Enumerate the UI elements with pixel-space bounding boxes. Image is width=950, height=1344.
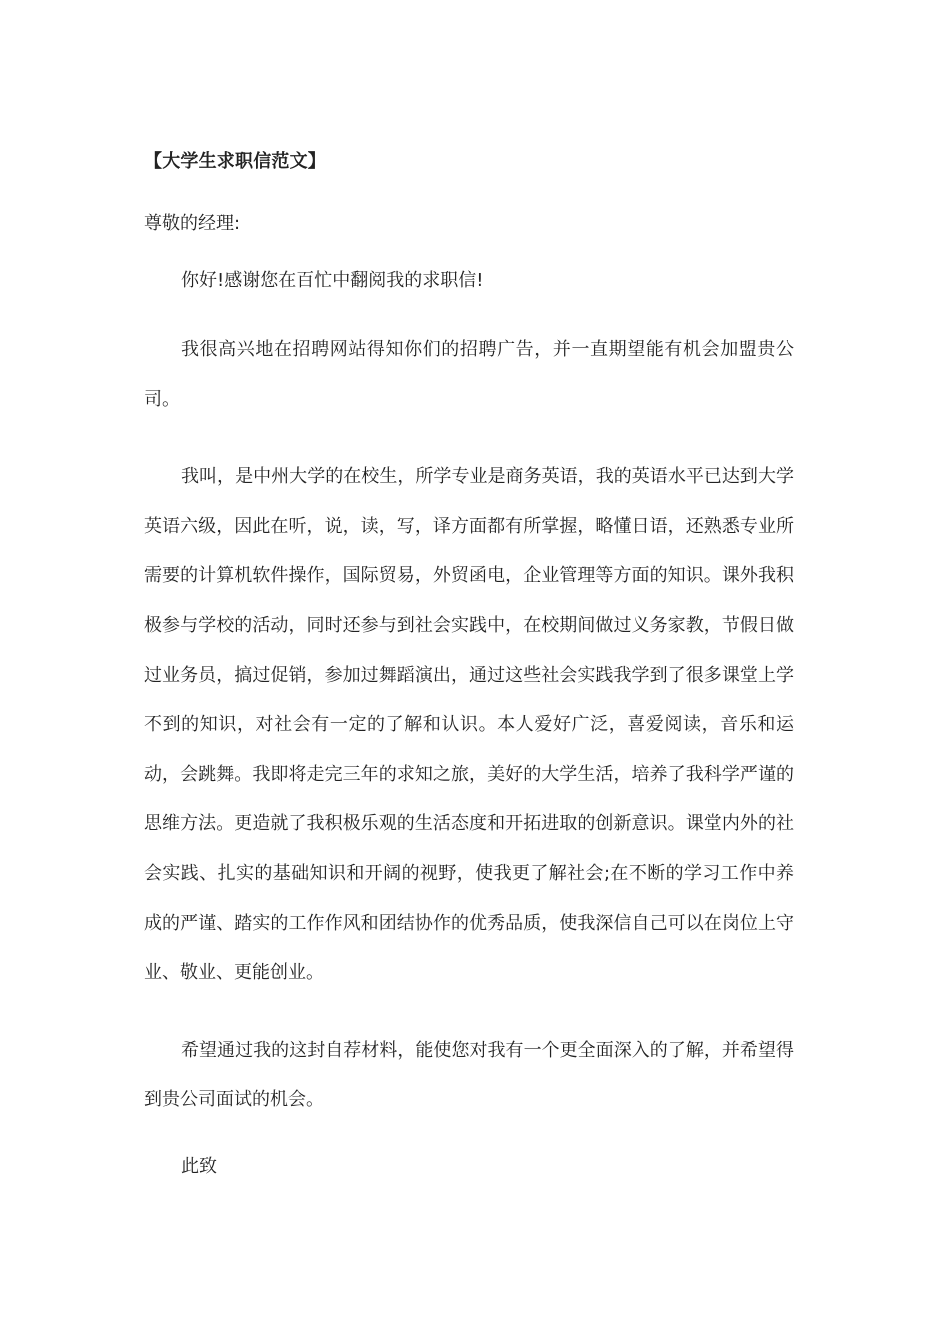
intro-paragraph: 我很高兴地在招聘网站得知你们的招聘广告，并一直期望能有机会加盟贵公司。 — [144, 339, 794, 410]
document-title: 【大学生求职信范文】 — [144, 151, 326, 172]
salutation: 尊敬的经理: — [144, 213, 241, 234]
letter-body — [144, 146, 794, 1183]
greeting-paragraph: 你好!感谢您在百忙中翻阅我的求职信! — [181, 270, 484, 291]
self-introduction-paragraph: 我叫，是中州大学的在校生，所学专业是商务英语，我的英语水平已达到大学英语六级，因此在听，说，读，写，译方面都有所掌握，略懂日语，还熟悉专业所需要的计算机软件操作，国际贸易，外贸函电，企业管理等方面的知识。课外我积极参与学校的活动，同时还参与到社会实践中，在校期间做过义务家教，节假日做过业务员，搞过促销，参加过舞蹈演出，通过这些社会实践我学到了很多课堂上学不到的知识，对社会有一定的了解和认识。本人爱好广泛，喜爱阅读，音乐和运动，会跳舞。我即将走完三年的求知之旅，美好的大学生活，培养了我科学严谨的思维方法。更造就了我积极乐观的生活态度和开拓进取的创新意识。课堂内外的社会实践、扎实的基础知识和开阔的视野，使我更了解社会;在不断的学习工作中养成的严谨、踏实的工作作风和团结协作的优秀品质，使我深信自己可以在岗位上守业、敬业、更能创业。 — [144, 466, 794, 984]
request-paragraph: 希望通过我的这封自荐材料，能使您对我有一个更全面深入的了解，并希望得到贵公司面试的机会。 — [144, 1039, 794, 1111]
closing-line: 此致 — [181, 1155, 217, 1177]
